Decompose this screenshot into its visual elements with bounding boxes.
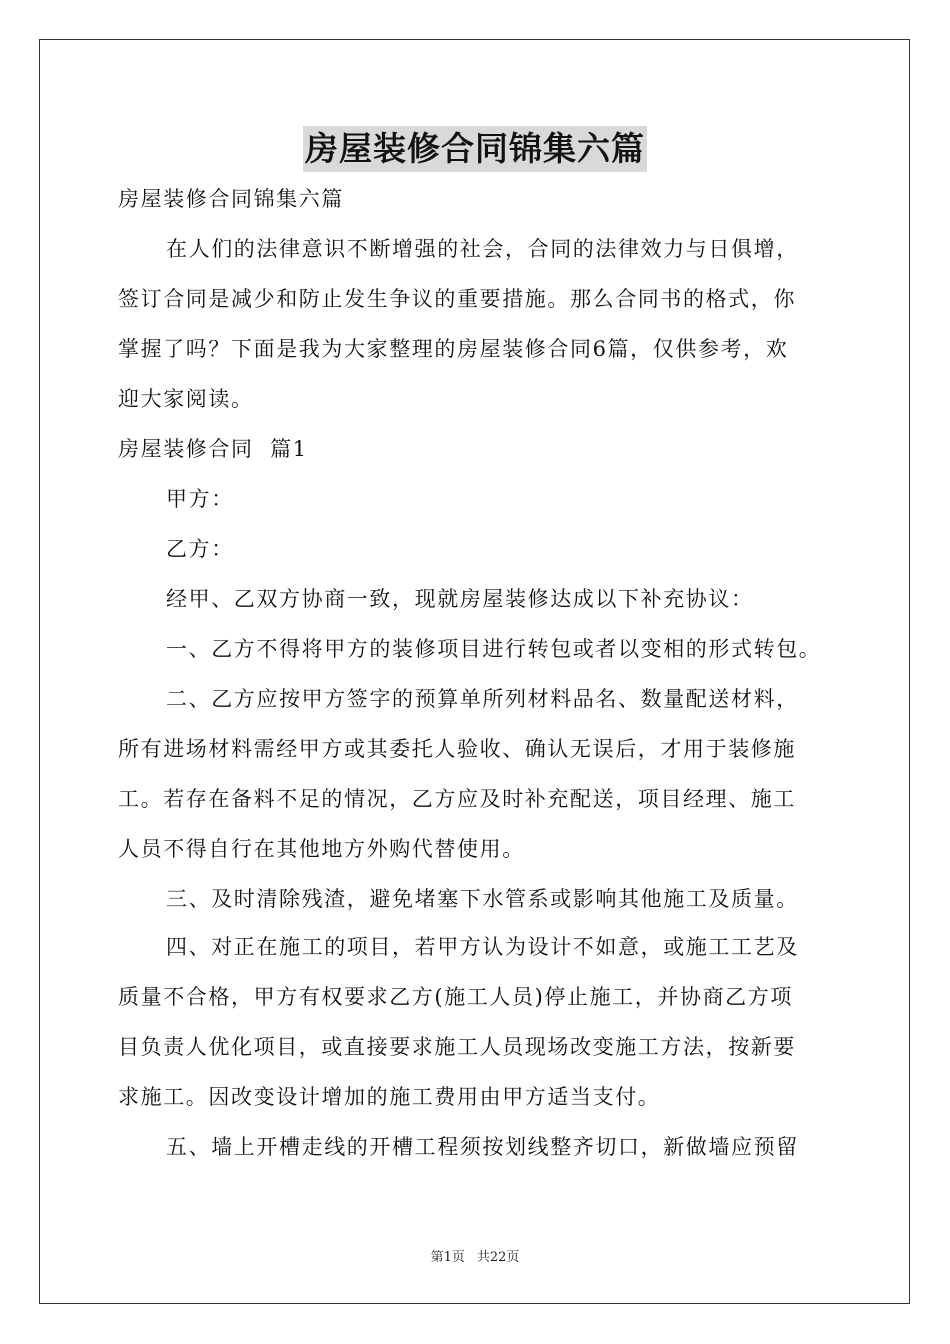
page-total: 共22页 — [476, 1250, 520, 1265]
intro-paragraph — [118, 224, 838, 424]
clause-3-paragraph — [118, 874, 838, 924]
clause-1-paragraph — [118, 624, 838, 674]
intro-line: 签订合同是减少和防止发生争议的重要措施。那么合同书的格式，你 — [118, 287, 796, 311]
party-a-label: 甲方： — [166, 487, 234, 511]
clause-3-line: 三、及时清除残渣，避免堵塞下水管系或影响其他施工及质量。 — [166, 887, 799, 911]
clause-4-line: 质量不合格，甲方有权要求乙方(施工人员)停止施工，并协商乙方项 — [118, 985, 793, 1009]
document-title: 房屋装修合同锦集六篇 — [303, 126, 647, 172]
clause-4-line: 求施工。因改变设计增加的施工费用由甲方适当支付。 — [118, 1085, 661, 1109]
page-number: 第1页 — [430, 1250, 465, 1265]
agreement-intro-line: 经甲、乙双方协商一致，现就房屋装修达成以下补充协议： — [166, 587, 754, 611]
clause-5-paragraph — [118, 1122, 838, 1172]
clause-2-paragraph — [118, 674, 838, 874]
page-footer — [0, 1246, 950, 1265]
clause-2-line: 人员不得自行在其他地方外购代替使用。 — [118, 837, 525, 861]
clause-4-line: 四、对正在施工的项目，若甲方认为设计不如意，或施工工艺及 — [166, 935, 799, 959]
intro-line: 在人们的法律意识不断增强的社会，合同的法律效力与日俱增， — [166, 237, 799, 261]
party-a-paragraph — [118, 474, 838, 524]
clause-1-line: 一、乙方不得将甲方的装修项目进行转包或者以变相的形式转包。 — [166, 637, 822, 661]
section-heading-paragraph — [118, 424, 838, 474]
clause-2-line: 所有进场材料需经甲方或其委托人验收、确认无误后，才用于装修施 — [118, 737, 796, 761]
document-title-wrap — [0, 126, 950, 172]
section-heading: 房屋装修合同 篇1 — [118, 437, 308, 461]
subtitle-line: 房屋装修合同锦集六篇 — [118, 187, 344, 211]
intro-line: 迎大家阅读。 — [118, 387, 254, 411]
agreement-intro-paragraph — [118, 574, 838, 624]
party-b-label: 乙方： — [166, 537, 234, 561]
clause-2-line: 工。若存在备料不足的情况，乙方应及时补充配送，项目经理、施工 — [118, 787, 796, 811]
party-b-paragraph — [118, 524, 838, 574]
clause-4-paragraph — [118, 922, 838, 1122]
subtitle-paragraph — [118, 174, 838, 224]
intro-line: 掌握了吗？下面是我为大家整理的房屋装修合同6篇，仅供参考，欢 — [118, 337, 789, 361]
clause-2-line: 二、乙方应按甲方签字的预算单所列材料品名、数量配送材料， — [166, 687, 799, 711]
clause-4-line: 目负责人优化项目，或直接要求施工人员现场改变施工方法，按新要 — [118, 1035, 796, 1059]
clause-5-line: 五、墙上开槽走线的开槽工程须按划线整齐切口，新做墙应预留 — [166, 1135, 799, 1159]
